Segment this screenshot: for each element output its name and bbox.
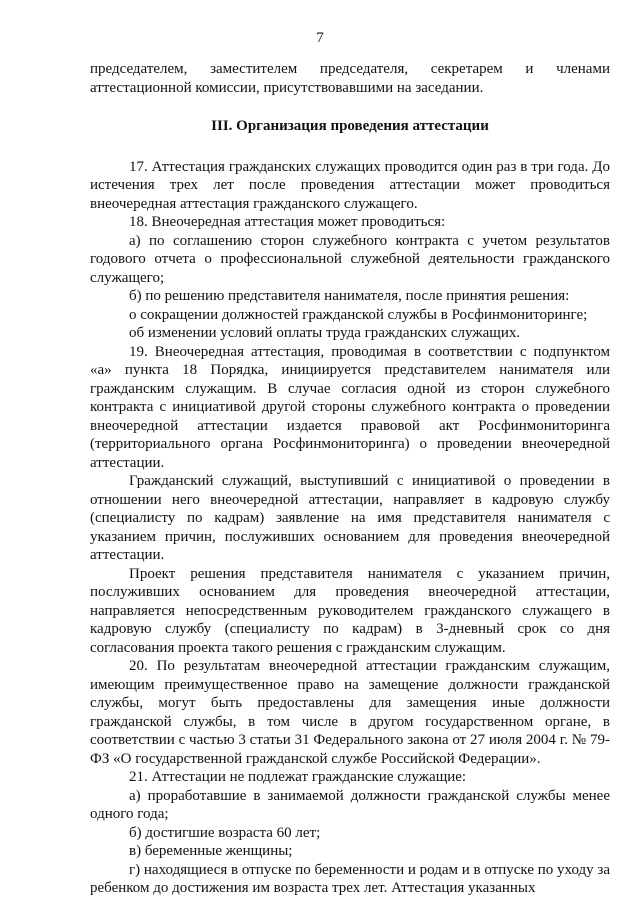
document-body <box>90 60 610 898</box>
paragraph-19: 19. Внеочередная аттестация, проводимая в соответствии с подпунктом «а» пункта 18 Порядка, инициируется представителем нанимателя или гражданским служащим. В случае согласия одной из сторон служебного контракта с инициативой другой стороны служебного контракта о проведении внеочередной аттестации издается правовой акт Росфинмониторинга (территориального органа Росфинмониторинга) о проведении внеочередной аттестации. <box>90 343 610 471</box>
section-heading: III. Организация проведения аттестации <box>211 118 489 134</box>
paragraph-21-a: а) проработавшие в занимаемой должности гражданской службы менее одного года; <box>90 787 610 822</box>
paragraph-21-b: б) достигшие возраста 60 лет; <box>129 824 321 841</box>
paragraph-20: 20. По результатам внеочередной аттестации гражданским служащим, имеющим преимущественное право на замещение должности гражданской службы, могут быть предоставлены для замещения иные должности гражданской службы, в том числе в другом государственном органе, в соответствии с частью 3 статьи 31 Федерального закона от 27 июля 2004 г. № 79-ФЗ «О государственной гражданской службе Российской Федерации». <box>90 658 610 767</box>
paragraph-18: 18. Внеочередная аттестация может проводиться: <box>129 214 446 230</box>
paragraph-21: 21. Аттестации не подлежат гражданские служащие: <box>129 769 467 785</box>
paragraph-21-v: в) беременные женщины; <box>129 843 293 859</box>
paragraph-21-g: г) находящиеся в отпуске по беременности и родам и в отпуске по уходу за ребенком до достижения им возраста трех лет. Аттестация указанных <box>90 861 610 896</box>
paragraph-18-a: а) по соглашению сторон служебного контракта с учетом результатов годового отчета о профессиональной служебной деятельности гражданского служащего; <box>90 232 610 286</box>
page-number: 7 <box>316 30 324 46</box>
paragraph-18-b-2: об изменении условий оплаты труда гражданских служащих. <box>129 325 521 341</box>
paragraph-19-employee-initiative: Гражданский служащий, выступивший с инициативой о проведении в отношении него внеочередной аттестации, направляет в кадровую службу (специалисту по кадрам) заявление на имя представителя нанимателя с указанием причин, послуживших основанием для проведения внеочередной аттестации. <box>90 473 610 563</box>
paragraph-18-b-1: о сокращении должностей гражданской службы в Росфинмониторинге; <box>129 306 588 323</box>
paragraph-18-b: б) по решению представителя нанимателя, после принятия решения: <box>129 288 570 304</box>
paragraph-19-draft-decision: Проект решения представителя нанимателя с указанием причин, послуживших основанием для проведения внеочередной аттестации, направляется непосредственным руководителем гражданского служащего в кадровую службу (специалисту по кадрам) в 3-дневный срок со дня согласования проекта такого решения с гражданским служащим. <box>90 565 610 656</box>
continuation-paragraph: председателем, заместителем председателя, секретарем и членами аттестационной комиссии, присутствовавшими на заседании. <box>90 61 610 96</box>
paragraph-17: 17. Аттестация гражданских служащих проводится один раз в три года. До истечения трех лет после проведения аттестации может проводиться внеочередная аттестация гражданского служащего. <box>90 158 610 212</box>
